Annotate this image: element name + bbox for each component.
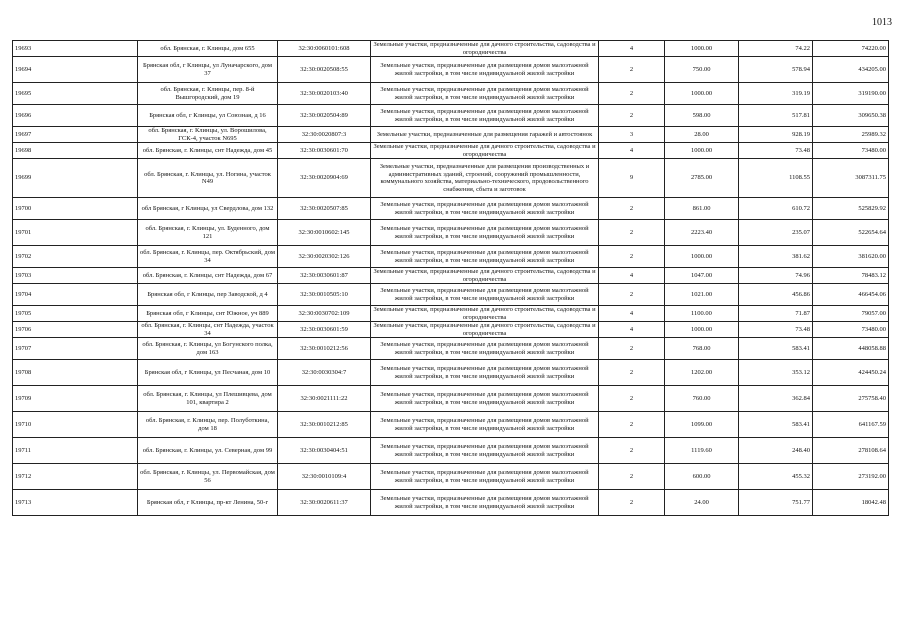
land-use-cell: Земельные участки, предназначенные для размещения домов малоэтажной жилой застройки, в том числе индивидуальной жилой застройки: [371, 105, 599, 127]
cadastral-number-cell: 32:30:0030702:109: [278, 306, 371, 322]
address-cell: обл. Брянская, г. Клинцы, пер. Полуботкина, дом 18: [138, 412, 278, 438]
category-cell: 2: [599, 386, 665, 412]
cadastral-value-cell: 309650.38: [813, 105, 889, 127]
cadastral-number-cell: 32:30:0030404:51: [278, 438, 371, 464]
cadastral-value-cell: 79057.00: [813, 306, 889, 322]
address-cell: обл. Брянская, г. Клинцы, ул. Северная, дом 99: [138, 438, 278, 464]
cadastral-value-cell: 434205.00: [813, 57, 889, 83]
cadastral-value-cell: 319190.00: [813, 83, 889, 105]
land-use-cell: Земельные участки, предназначенные для размещения домов малоэтажной жилой застройки, в том числе индивидуальной жилой застройки: [371, 464, 599, 490]
unit-value-cell: 73.48: [739, 322, 813, 338]
category-cell: 2: [599, 412, 665, 438]
land-use-cell: Земельные участки, предназначенные для размещения производственных и административных зданий, строений, сооружений промышленности, коммунального хозяйства, материально-технического, продовольственного снабжения, сбыта и заготовок: [371, 159, 599, 198]
unit-value-cell: 583.41: [739, 338, 813, 360]
cadastral-value-cell: 78483.12: [813, 268, 889, 284]
land-use-cell: Земельные участки, предназначенные для размещения домов малоэтажной жилой застройки, в том числе индивидуальной жилой застройки: [371, 83, 599, 105]
cadastral-number-cell: 32:30:0030601:70: [278, 143, 371, 159]
land-use-cell: Земельные участки, предназначенные для размещения гаражей и автостоянок: [371, 127, 599, 143]
area-cell: 600.00: [665, 464, 739, 490]
unit-value-cell: 362.84: [739, 386, 813, 412]
area-cell: 28.00: [665, 127, 739, 143]
land-use-cell: Земельные участки, предназначенные для размещения домов малоэтажной жилой застройки, в том числе индивидуальной жилой застройки: [371, 490, 599, 516]
land-use-cell: Земельные участки, предназначенные для размещения домов малоэтажной жилой застройки, в том числе индивидуальной жилой застройки: [371, 246, 599, 268]
unit-value-cell: 381.62: [739, 246, 813, 268]
row-number-cell: 19697: [13, 127, 138, 143]
cadastral-number-cell: 32:30:0010109:4: [278, 464, 371, 490]
table-body: [13, 41, 889, 516]
area-cell: 24.00: [665, 490, 739, 516]
cadastral-value-cell: 466454.06: [813, 284, 889, 306]
area-cell: 1000.00: [665, 143, 739, 159]
unit-value-cell: 73.48: [739, 143, 813, 159]
cadastral-value-cell: 273192.00: [813, 464, 889, 490]
address-cell: Брянская обл, г Клинцы, ул Союзная, д 16: [138, 105, 278, 127]
table-row: [13, 127, 889, 143]
row-number-cell: 19703: [13, 268, 138, 284]
land-use-cell: Земельные участки, предназначенные для дачного строительства, садоводства и огородничества: [371, 322, 599, 338]
address-cell: обл. Брянская, г. Клинцы, снт Надежда, дом 45: [138, 143, 278, 159]
table-row: [13, 268, 889, 284]
cadastral-number-cell: 32:30:0020507:85: [278, 198, 371, 220]
unit-value-cell: 1108.55: [739, 159, 813, 198]
land-use-cell: Земельные участки, предназначенные для размещения домов малоэтажной жилой застройки, в том числе индивидуальной жилой застройки: [371, 220, 599, 246]
row-number-cell: 19695: [13, 83, 138, 105]
cadastral-number-cell: 32:30:0020103:40: [278, 83, 371, 105]
area-cell: 750.00: [665, 57, 739, 83]
address-cell: обл. Брянская, г. Клинцы, снт Надежда, дом 67: [138, 268, 278, 284]
category-cell: 2: [599, 105, 665, 127]
area-cell: 1000.00: [665, 41, 739, 57]
row-number-cell: 19705: [13, 306, 138, 322]
table-row: [13, 57, 889, 83]
unit-value-cell: 517.81: [739, 105, 813, 127]
cadastral-number-cell: 32:30:0020807:3: [278, 127, 371, 143]
cadastral-value-cell: 641167.59: [813, 412, 889, 438]
table-row: [13, 412, 889, 438]
page-number: 1013: [872, 17, 892, 28]
address-cell: обл. Брянская, г. Клинцы, ул. Первомайская, дом 56: [138, 464, 278, 490]
row-number-cell: 19694: [13, 57, 138, 83]
unit-value-cell: 353.12: [739, 360, 813, 386]
table-row: [13, 143, 889, 159]
area-cell: 1000.00: [665, 322, 739, 338]
unit-value-cell: 583.41: [739, 412, 813, 438]
unit-value-cell: 235.07: [739, 220, 813, 246]
unit-value-cell: 456.86: [739, 284, 813, 306]
area-cell: 1021.00: [665, 284, 739, 306]
address-cell: обл. Брянская, г. Клинцы, дом 655: [138, 41, 278, 57]
area-cell: 2223.40: [665, 220, 739, 246]
land-use-cell: Земельные участки, предназначенные для дачного строительства, садоводства и огородничества: [371, 143, 599, 159]
row-number-cell: 19710: [13, 412, 138, 438]
category-cell: 2: [599, 360, 665, 386]
cadastral-number-cell: 32:30:0030601:87: [278, 268, 371, 284]
cadastral-number-cell: 32:30:0020508:55: [278, 57, 371, 83]
category-cell: 2: [599, 246, 665, 268]
category-cell: 4: [599, 268, 665, 284]
area-cell: 1099.00: [665, 412, 739, 438]
land-use-cell: Земельные участки, предназначенные для размещения домов малоэтажной жилой застройки, в том числе индивидуальной жилой застройки: [371, 386, 599, 412]
unit-value-cell: 319.19: [739, 83, 813, 105]
address-cell: обл. Брянская, г. Клинцы, ул Плешивцева, дом 101, квартира 2: [138, 386, 278, 412]
address-cell: обл. Брянская, г. Клинцы, ул. Буденного, дом 121: [138, 220, 278, 246]
area-cell: 768.00: [665, 338, 739, 360]
row-number-cell: 19701: [13, 220, 138, 246]
table-row: [13, 322, 889, 338]
land-use-cell: Земельные участки, предназначенные для размещения домов малоэтажной жилой застройки, в том числе индивидуальной жилой застройки: [371, 360, 599, 386]
area-cell: 2785.00: [665, 159, 739, 198]
area-cell: 1000.00: [665, 246, 739, 268]
cadastral-number-cell: 32:30:0010212:85: [278, 412, 371, 438]
cadastral-value-cell: 448058.88: [813, 338, 889, 360]
address-cell: обл. Брянская, г. Клинцы, снт Надежда, участок 34: [138, 322, 278, 338]
table-row: [13, 386, 889, 412]
cadastral-number-cell: 32:30:0020504:89: [278, 105, 371, 127]
category-cell: 2: [599, 284, 665, 306]
category-cell: 4: [599, 41, 665, 57]
land-use-cell: Земельные участки, предназначенные для дачного строительства, садоводства и огородничества: [371, 268, 599, 284]
unit-value-cell: 74.22: [739, 41, 813, 57]
address-cell: Брянская обл, г Клинцы, ул Песчаная, дом 10: [138, 360, 278, 386]
category-cell: 2: [599, 490, 665, 516]
address-cell: обл. Брянская, г. Клинцы, пер. Октябрьский, дом 34: [138, 246, 278, 268]
category-cell: 2: [599, 83, 665, 105]
row-number-cell: 19708: [13, 360, 138, 386]
row-number-cell: 19698: [13, 143, 138, 159]
table-row: [13, 284, 889, 306]
cadastral-number-cell: 32:30:0030304:7: [278, 360, 371, 386]
address-cell: обл. Брянская, г. Клинцы, ул Богунского полка, дом 163: [138, 338, 278, 360]
address-cell: обл Брянская, г Клинцы, ул Свердлова, дом 132: [138, 198, 278, 220]
cadastral-value-cell: 522654.64: [813, 220, 889, 246]
category-cell: 9: [599, 159, 665, 198]
address-cell: обл. Брянская, г. Клинцы, пер. 8-й Вышгородский, дом 19: [138, 83, 278, 105]
unit-value-cell: 455.32: [739, 464, 813, 490]
unit-value-cell: 751.77: [739, 490, 813, 516]
table-row: [13, 360, 889, 386]
cadastral-value-cell: 73480.00: [813, 322, 889, 338]
cadastral-number-cell: 32:30:0021111:22: [278, 386, 371, 412]
row-number-cell: 19696: [13, 105, 138, 127]
category-cell: 3: [599, 127, 665, 143]
category-cell: 4: [599, 322, 665, 338]
category-cell: 2: [599, 57, 665, 83]
table-row: [13, 83, 889, 105]
cadastral-number-cell: 32:30:0020611:37: [278, 490, 371, 516]
unit-value-cell: 610.72: [739, 198, 813, 220]
cadastral-value-cell: 381620.00: [813, 246, 889, 268]
table-row: [13, 464, 889, 490]
table-row: [13, 198, 889, 220]
table-row: [13, 338, 889, 360]
row-number-cell: 19706: [13, 322, 138, 338]
cadastral-number-cell: 32:30:0010505:10: [278, 284, 371, 306]
unit-value-cell: 248.40: [739, 438, 813, 464]
address-cell: Брянская обл, г Клинцы, ул Луначарского, дом 37: [138, 57, 278, 83]
unit-value-cell: 74.96: [739, 268, 813, 284]
cadastral-value-cell: 525829.92: [813, 198, 889, 220]
land-use-cell: Земельные участки, предназначенные для размещения домов малоэтажной жилой застройки, в том числе индивидуальной жилой застройки: [371, 198, 599, 220]
cadastral-value-cell: 18042.48: [813, 490, 889, 516]
cadastral-value-table: [12, 40, 889, 516]
table-row: [13, 159, 889, 198]
area-cell: 1202.00: [665, 360, 739, 386]
cadastral-number-cell: 32:30:0030601:59: [278, 322, 371, 338]
address-cell: Брянская обл, г Клинцы, пр-кт Ленина, 50-г: [138, 490, 278, 516]
category-cell: 2: [599, 438, 665, 464]
table-row: [13, 306, 889, 322]
row-number-cell: 19713: [13, 490, 138, 516]
area-cell: 760.00: [665, 386, 739, 412]
cadastral-value-cell: 275758.40: [813, 386, 889, 412]
land-use-cell: Земельные участки, предназначенные для размещения домов малоэтажной жилой застройки, в том числе индивидуальной жилой застройки: [371, 338, 599, 360]
area-cell: 1000.00: [665, 83, 739, 105]
row-number-cell: 19712: [13, 464, 138, 490]
table-row: [13, 105, 889, 127]
cadastral-number-cell: 32:30:0010212:56: [278, 338, 371, 360]
cadastral-value-cell: 25989.32: [813, 127, 889, 143]
area-cell: 598.00: [665, 105, 739, 127]
land-use-cell: Земельные участки, предназначенные для размещения домов малоэтажной жилой застройки, в том числе индивидуальной жилой застройки: [371, 284, 599, 306]
row-number-cell: 19704: [13, 284, 138, 306]
category-cell: 2: [599, 338, 665, 360]
cadastral-number-cell: 32:30:0020302:126: [278, 246, 371, 268]
land-use-cell: Земельные участки, предназначенные для размещения домов малоэтажной жилой застройки, в том числе индивидуальной жилой застройки: [371, 57, 599, 83]
table-row: [13, 246, 889, 268]
category-cell: 2: [599, 464, 665, 490]
category-cell: 4: [599, 143, 665, 159]
area-cell: 1119.60: [665, 438, 739, 464]
address-cell: Брянская обл, г Клинцы, снт Южное, уч 889: [138, 306, 278, 322]
unit-value-cell: 578.94: [739, 57, 813, 83]
cadastral-value-cell: 3087311.75: [813, 159, 889, 198]
row-number-cell: 19702: [13, 246, 138, 268]
row-number-cell: 19699: [13, 159, 138, 198]
row-number-cell: 19700: [13, 198, 138, 220]
land-use-cell: Земельные участки, предназначенные для дачного строительства, садоводства и огородничества: [371, 306, 599, 322]
area-cell: 861.00: [665, 198, 739, 220]
cadastral-value-cell: 278108.64: [813, 438, 889, 464]
land-use-cell: Земельные участки, предназначенные для размещения домов малоэтажной жилой застройки, в том числе индивидуальной жилой застройки: [371, 438, 599, 464]
unit-value-cell: 928.19: [739, 127, 813, 143]
row-number-cell: 19693: [13, 41, 138, 57]
address-cell: обл. Брянская, г. Клинцы, ул. Ворошилова, ГСК-4, участок N695: [138, 127, 278, 143]
table-row: [13, 41, 889, 57]
cadastral-number-cell: 32:30:0060101:608: [278, 41, 371, 57]
cadastral-number-cell: 32:30:0010602:145: [278, 220, 371, 246]
unit-value-cell: 71.87: [739, 306, 813, 322]
category-cell: 2: [599, 220, 665, 246]
row-number-cell: 19711: [13, 438, 138, 464]
cadastral-value-cell: 73480.00: [813, 143, 889, 159]
row-number-cell: 19709: [13, 386, 138, 412]
address-cell: обл. Брянская, г. Клинцы, ул. Ногина, участок N49: [138, 159, 278, 198]
table-row: [13, 490, 889, 516]
table-row: [13, 438, 889, 464]
table-row: [13, 220, 889, 246]
area-cell: 1100.00: [665, 306, 739, 322]
land-use-cell: Земельные участки, предназначенные для размещения домов малоэтажной жилой застройки, в том числе индивидуальной жилой застройки: [371, 412, 599, 438]
row-number-cell: 19707: [13, 338, 138, 360]
address-cell: Брянская обл, г Клинцы, пер Заводской, д 4: [138, 284, 278, 306]
cadastral-value-cell: 74220.00: [813, 41, 889, 57]
category-cell: 4: [599, 306, 665, 322]
cadastral-number-cell: 32:30:0020904:69: [278, 159, 371, 198]
cadastral-value-cell: 424450.24: [813, 360, 889, 386]
land-use-cell: Земельные участки, предназначенные для дачного строительства, садоводства и огородничества: [371, 41, 599, 57]
area-cell: 1047.00: [665, 268, 739, 284]
category-cell: 2: [599, 198, 665, 220]
